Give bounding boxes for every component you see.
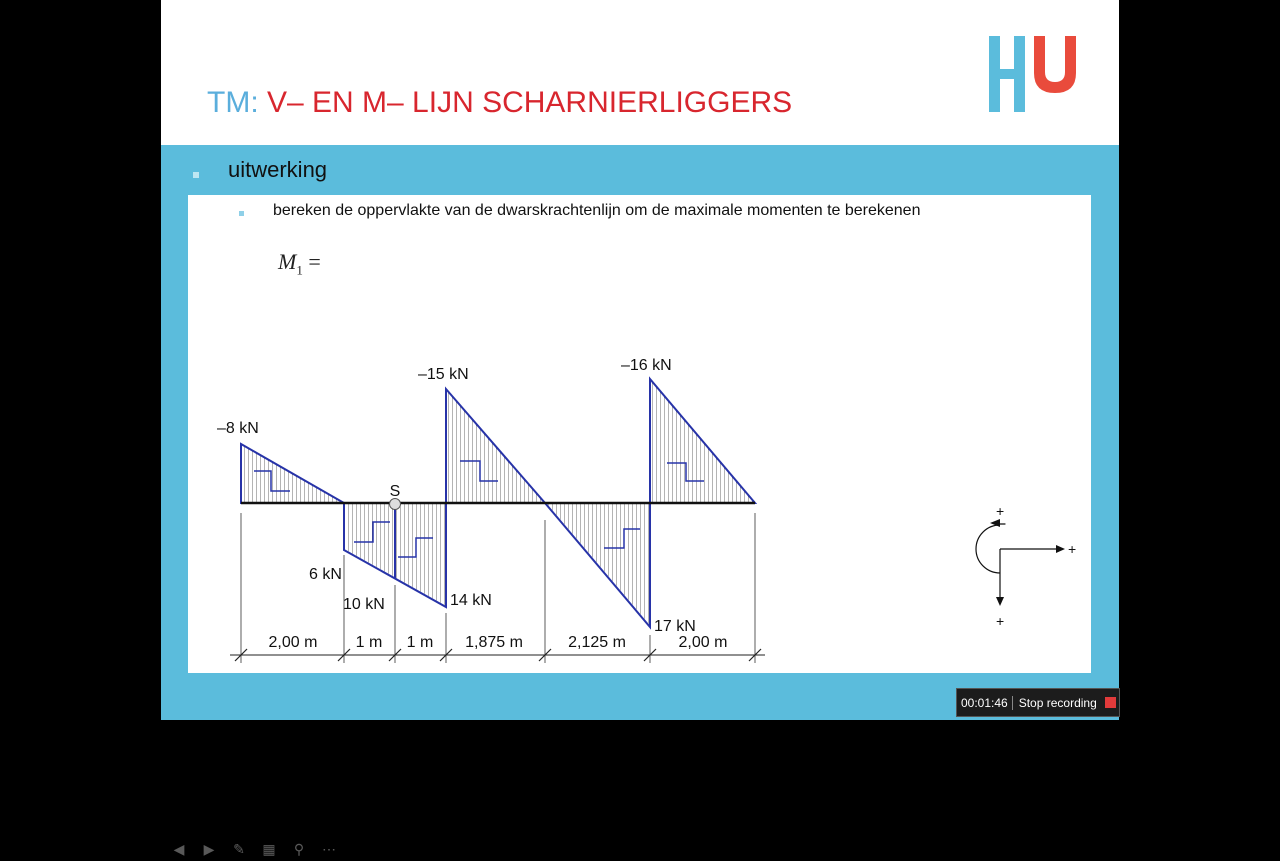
hinge-circle bbox=[390, 499, 401, 510]
next-icon[interactable]: ▶ bbox=[203, 841, 215, 857]
recording-bar bbox=[956, 688, 1120, 717]
dimension-label: 2,00 m bbox=[268, 634, 318, 651]
previous-icon[interactable]: ◀ bbox=[173, 841, 185, 857]
title-prefix: TM: bbox=[207, 86, 259, 119]
content-panel bbox=[188, 195, 1091, 673]
force-label: –8 kN bbox=[217, 420, 259, 437]
bullet-marker bbox=[193, 172, 199, 178]
dimension-label: 1 m bbox=[406, 634, 434, 651]
dimension-label: 1,875 m bbox=[465, 634, 523, 651]
recording-timer: 00:01:46 bbox=[957, 696, 1013, 710]
force-label: 10 kN bbox=[343, 596, 385, 613]
title-main: V– EN M– LIJN SCHARNIERLIGGERS bbox=[267, 86, 793, 119]
content-band bbox=[161, 145, 1119, 857]
force-label: 17 kN bbox=[654, 618, 696, 635]
hu-logo bbox=[989, 36, 1081, 112]
sign-plus-right: + bbox=[1068, 541, 1077, 557]
logo-u bbox=[1034, 36, 1076, 93]
slides-icon[interactable]: ▦ bbox=[262, 841, 276, 857]
zoom-icon[interactable]: ⚲ bbox=[293, 841, 305, 857]
force-label: –16 kN bbox=[621, 357, 672, 374]
arrowhead-right bbox=[1056, 545, 1065, 553]
logo-bar-cross bbox=[1000, 69, 1014, 79]
moment-arc bbox=[976, 525, 1000, 573]
region-5 bbox=[650, 379, 755, 503]
hinge-label: S bbox=[389, 483, 401, 500]
slide bbox=[161, 0, 1119, 857]
shear-force-diagram bbox=[188, 195, 1091, 673]
more-icon[interactable]: ⋯ bbox=[322, 841, 336, 857]
section-heading: uitwerking bbox=[228, 157, 328, 182]
slide-title bbox=[207, 86, 792, 120]
formula-subscript: 1 bbox=[296, 262, 303, 278]
region-4 bbox=[545, 503, 650, 627]
sign-convention bbox=[976, 503, 1076, 629]
formula-operator: = bbox=[308, 249, 321, 274]
region-1 bbox=[241, 444, 344, 503]
stop-icon[interactable] bbox=[1105, 697, 1116, 708]
logo-bar-2 bbox=[1014, 36, 1025, 112]
dimension-label: 2,125 m bbox=[568, 634, 626, 651]
force-label: 6 kN bbox=[309, 566, 342, 583]
sign-plus-bottom: + bbox=[996, 613, 1005, 629]
slide-header bbox=[161, 0, 1119, 145]
force-label: –15 kN bbox=[418, 366, 469, 383]
pen-icon[interactable]: ✎ bbox=[233, 841, 245, 857]
region-3 bbox=[446, 389, 545, 503]
slide-toolbar bbox=[169, 839, 339, 861]
instruction-text: bereken de oppervlakte van de dwarskrachtenlijn om de maximale momenten te berekenen bbox=[273, 202, 921, 219]
force-label: 14 kN bbox=[450, 592, 492, 609]
arrowhead-down bbox=[996, 597, 1004, 606]
formula-symbol: M bbox=[278, 249, 297, 274]
dimension-labels bbox=[269, 634, 728, 651]
sign-plus-top: + bbox=[996, 503, 1005, 519]
logo-bar-1 bbox=[989, 36, 1000, 112]
stop-recording-button[interactable]: Stop recording bbox=[1018, 695, 1097, 710]
dimension-label: 1 m bbox=[355, 634, 383, 651]
dimension-label: 2,00 m bbox=[678, 634, 728, 651]
